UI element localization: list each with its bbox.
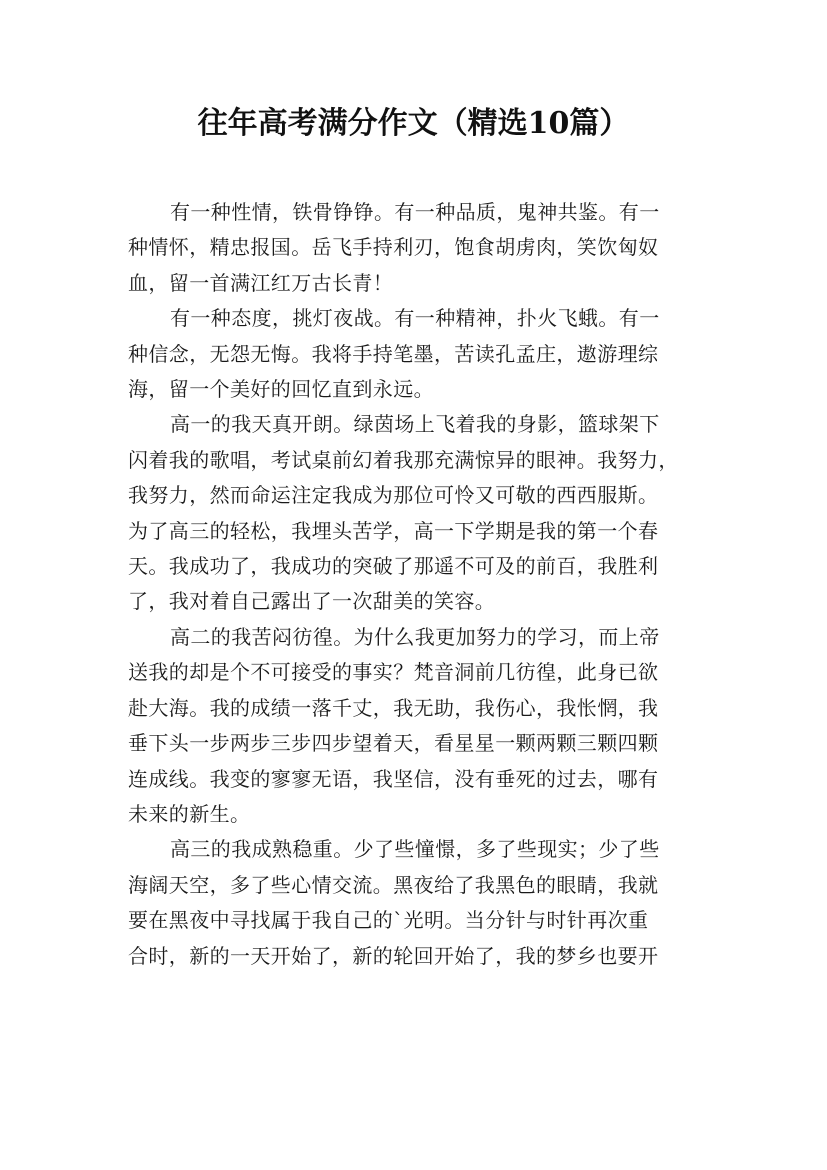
paragraph-5 [128, 832, 708, 974]
text-line: 海，留一个美好的回忆直到永远。 [128, 377, 434, 402]
text-line: 合时，新的一天开始了，新的轮回开始了，我的梦乡也要开 [128, 943, 659, 968]
text-line: 连成线。我变的寥寥无语，我坚信，没有垂死的过去，哪有 [128, 766, 659, 791]
text-line: 种情怀，精忠报国。岳飞手持利刃，饱食胡虏肉，笑饮匈奴 [128, 235, 659, 260]
paragraph-2 [128, 301, 708, 407]
text-line: 我努力，然而命运注定我成为那位可怜又可敬的西西服斯。 [128, 483, 659, 508]
text-line: 血，留一首满江红万古长青！ [128, 270, 394, 295]
document-body [128, 195, 708, 974]
text-line: 高二的我苦闷彷徨。为什么我更加努力的学习，而上帝 [170, 624, 660, 649]
document-title: 往年高考满分作文（精选10篇） [197, 106, 630, 141]
text-line: 了，我对着自己露出了一次甜美的笑容。 [128, 589, 496, 614]
text-line: 种信念，无怨无悔。我将手持笔墨，苦读孔孟庄，遨游理综 [128, 341, 659, 366]
text-line: 为了高三的轻松，我埋头苦学，高一下学期是我的第一个春 [128, 518, 659, 543]
text-line: 高一的我天真开朗。绿茵场上飞着我的身影，篮球架下 [170, 412, 660, 437]
text-line: 未来的新生。 [128, 801, 251, 826]
text-line: 赴大海。我的成绩一落千丈，我无助，我伤心，我怅惘，我 [128, 695, 659, 720]
text-line: 天。我成功了，我成功的突破了那遥不可及的前百，我胜利 [128, 554, 659, 579]
text-line: 高三的我成熟稳重。少了些憧憬，多了些现实；少了些 [170, 837, 660, 862]
text-line: 要在黑夜中寻找属于我自己的`光明。当分针与时针再次重 [128, 908, 649, 933]
paragraph-1 [128, 195, 708, 301]
paragraph-4 [128, 620, 708, 832]
text-line: 垂下头一步两步三步四步望着天，看星星一颗两颗三颗四颗 [128, 731, 659, 756]
text-line: 有一种性情，铁骨铮铮。有一种品质，鬼神共鉴。有一 [170, 200, 660, 224]
text-line: 送我的却是个不可接受的事实？梵音洞前几彷徨，此身已欲 [128, 660, 659, 685]
text-line: 海阔天空，多了些心情交流。黑夜给了我黑色的眼睛，我就 [128, 872, 659, 897]
text-line: 有一种态度，挑灯夜战。有一种精神，扑火飞蛾。有一 [170, 306, 660, 331]
text-line: 闪着我的歌唱，考试桌前幻着我那充满惊异的眼神。我努力， [128, 447, 679, 472]
paragraph-3 [128, 407, 708, 619]
